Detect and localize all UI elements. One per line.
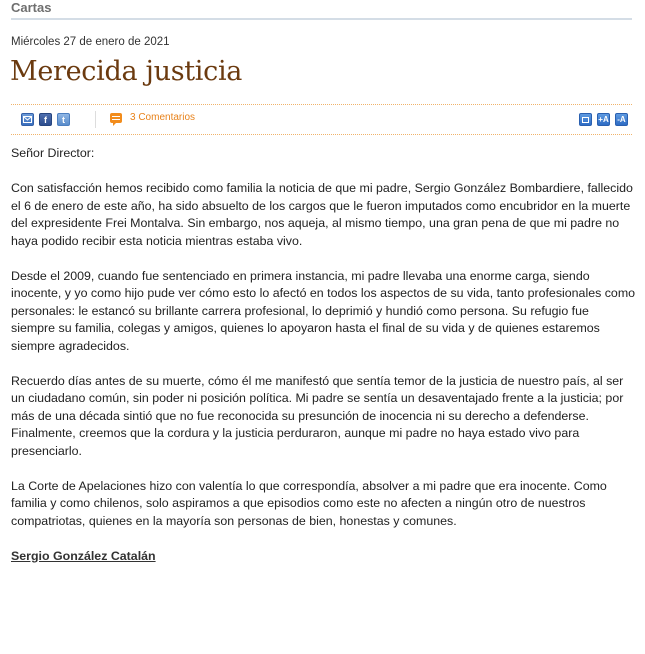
print-icon[interactable] (579, 113, 592, 126)
email-icon[interactable] (21, 113, 34, 126)
font-decrease-icon[interactable]: -A (615, 113, 628, 126)
comments-count-link[interactable]: 3 Comentarios (130, 112, 196, 123)
comment-bubble-icon (110, 113, 122, 123)
font-increase-icon[interactable]: +A (598, 115, 609, 124)
toolbar-separator (95, 111, 96, 128)
author-signature: Sergio González Catalán (11, 548, 156, 563)
paragraph: Desde el 2009, cuando fue sentenciado en primera instancia, mi padre llevaba una enorme carga, siendo inocente, y yo como hijo pude ver cómo esto lo afectó en todos los aspectos de su vida, tanto profesionales como personales: le estancó su brillante carrera profesional, lo deprimió y hundió como persona. Su refugio fue siempre su familia, colegas y amigos, quienes lo apoyaron hasta el final de su vida y de quienes estaremos siempre agradecidos. (11, 268, 636, 353)
text-tools (579, 113, 628, 126)
salutation: Señor Director: (11, 146, 95, 160)
paragraph: Con satisfacción hemos recibido como familia la noticia de que mi padre, Sergio González Bombardiere, fallecido el 6 de enero de este año, ha sido absuelto de los cargos que le fueron imputados como encubridor en la muerte del expresidente Frei Montalva. Sin embargo, nos aqueja, al mismo tiempo, una gran pena de que mi padre no haya podido recibir esta noticia mientras estaba vivo. (11, 181, 633, 248)
section-title: Cartas (11, 0, 52, 15)
section-divider (11, 18, 632, 20)
article-toolbar (11, 104, 632, 135)
comments-link[interactable] (110, 112, 195, 123)
share-icons (21, 113, 70, 126)
twitter-icon[interactable]: t (57, 113, 70, 126)
article-body (11, 145, 636, 583)
article-date: Miércoles 27 de enero de 2021 (11, 36, 170, 48)
paragraph: Recuerdo días antes de su muerte, cómo él me manifestó que sentía temor de la justicia de nuestro país, al ser un ciudadano común, sin poder ni posición política. Mi padre se sentía un desaventajado frente a la justicia; por más de una década sintió que no fue reconocida su presunción de inocencia ni su derecho a defenderse. Finalmente, creemos que la cordura y la justicia perduraron, aunque mi padre no haya estado vivo para presenciarlo. (11, 373, 624, 458)
article-title: Merecida justicia (10, 56, 243, 87)
paragraph: La Corte de Apelaciones hizo con valentía lo que correspondía, absolver a mi padre que era inocente. Como familia y como chilenos, solo aspiramos a que episodios como este no afecten a ningún otro de nuestros compatriotas, quienes en la mayoría son personas de bien, honestas y comunes. (11, 478, 607, 528)
facebook-icon[interactable]: f (39, 113, 52, 126)
